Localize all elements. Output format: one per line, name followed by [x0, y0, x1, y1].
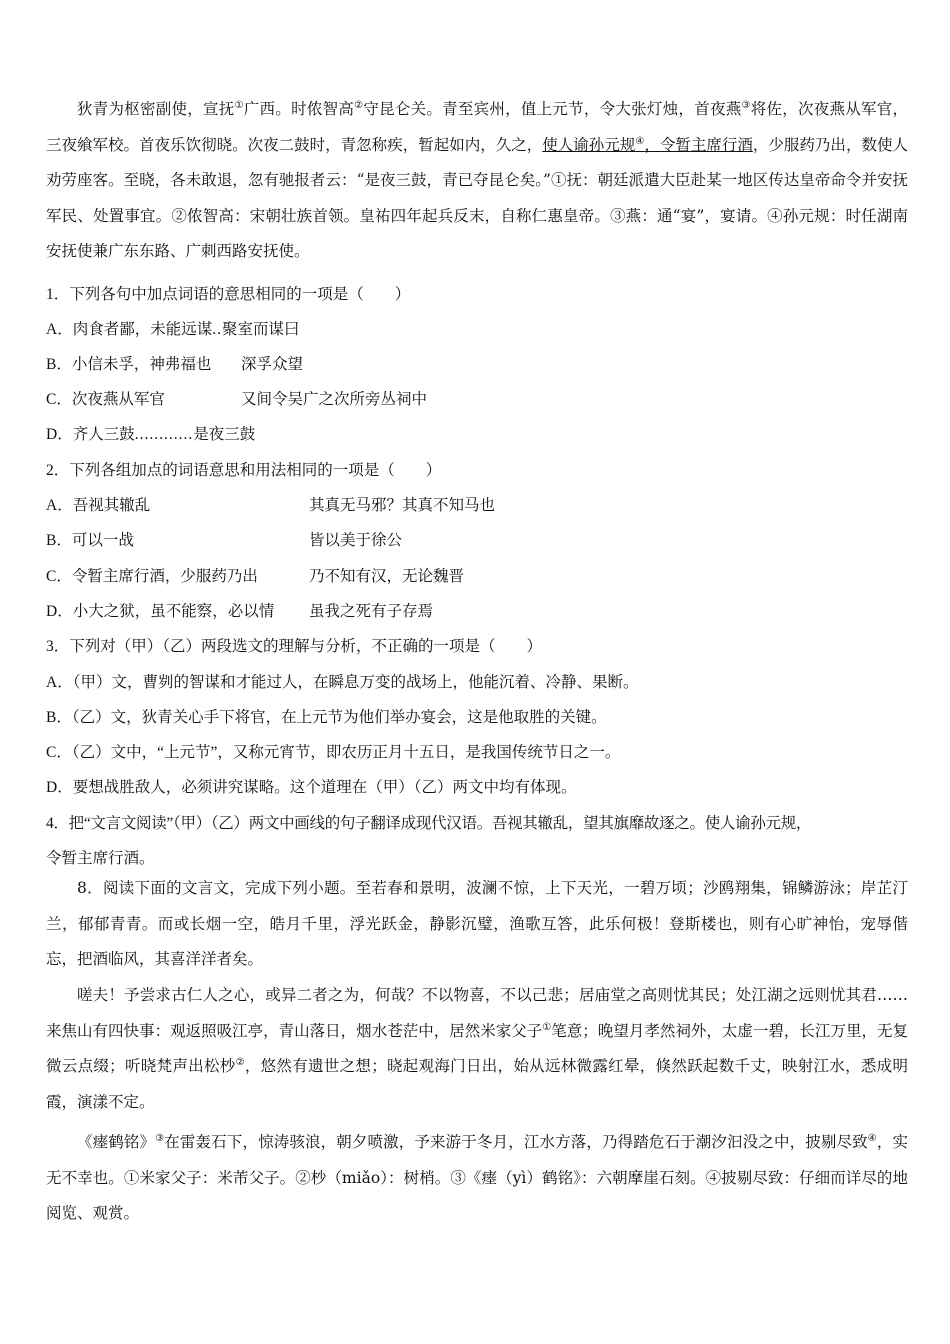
underlined-sentence: [542, 136, 753, 154]
passage-yi: [46, 92, 908, 270]
q3-option-d: D．要想战胜敌人，必须讲究谋略。这个道理在（甲）（乙）两文中均有体现。: [46, 779, 577, 796]
footnote-marker: ③: [741, 99, 751, 111]
q8-passage-3: [46, 1125, 908, 1232]
q3-stem: 3．下列对（甲）（乙）两段选文的理解与分析，不正确的一项是（ ）: [46, 638, 543, 655]
passage-text: 将佐，次夜燕从军官，三夜飨军校。首夜乐饮彻晓。次夜二鼓时，青忽称疾，暂起如内，久之，: [46, 100, 909, 154]
option-left: B．可以一战: [46, 532, 134, 549]
option-left: B．小信未孚，神弗福也: [46, 356, 212, 373]
option-left: D．小大之狱，虽不能察，必以情: [46, 603, 275, 620]
option-right: 其真无马邪？其真不知马也: [309, 497, 496, 514]
passage-text: ，实无不幸也。①米家父子：米芾父子。②杪（miǎo）：树梢。③《瘗（yì）鹤铭》：六朝摩崖石刻。④披剔尽致：仔细而详尽的地阅览、观赏。: [46, 1133, 908, 1222]
footnote-marker: ④: [635, 135, 645, 147]
option-right: 又间令吴广之次所旁丛祠中: [241, 391, 428, 408]
emphasis-dots: ............: [134, 426, 194, 443]
option-right: 聚室而谋曰: [221, 321, 300, 338]
q4-line-1: 4．把“文言文阅读”（甲）（乙）两文中画线的句子翻译成现代汉语。吾视其辙乱，望其旗靡故逐之。使人谕孙元规，: [46, 815, 812, 832]
passage-text: ，悠然有遗世之想；晓起观海门日出，始从远林微露红晕，倏然跃起数千丈，映射江水，悉成明霞，演漾不定。: [46, 1057, 908, 1111]
q4-line-2: 令暂主席行酒。: [46, 850, 155, 867]
footnote-marker: ①: [542, 1021, 552, 1033]
q3-option-a: A．（甲）文，曹刿的智谋和才能过人，在瞬息万变的战场上，他能沉着、冷静、果断。: [46, 674, 639, 691]
q3-option-c: C．（乙）文中，“上元节”，又称元宵节，即农历正月十五日，是我国传统节日之一。: [46, 744, 621, 761]
option-right: 乃不知有汉，无论魏晋: [309, 568, 465, 585]
q2-option-a: [46, 496, 916, 516]
q1-option-b: [46, 355, 916, 375]
option-right: 虽我之死有子存焉: [309, 603, 434, 620]
passage-text: 狄青为枢密副使，宣抚: [77, 100, 235, 118]
q1-option-d: [46, 425, 916, 445]
q8-passage-1: [46, 871, 908, 978]
emphasis-dots: ..: [212, 321, 222, 338]
option-right: 深孚众望: [241, 356, 304, 373]
q1-option-c: [46, 390, 916, 410]
passage-text: 在雷轰石下，惊涛骇浪，朝夕喷激，予来游于冬月，江水方落，乃得踏危石于潮汐汩没之中，披剔尽致: [164, 1133, 868, 1151]
passage-text: 8．阅读下面的文言文，完成下列小题。至若春和景明，波澜不惊，上下天光，一碧万顷；沙鸥翔集，锦鳞游泳；岸芷汀兰，郁郁青青。而或长烟一空，皓月千里，浮光跃金，静影沉璧，渔歌互答，此乐何极！登斯楼也，则有心旷神怡，宠辱偕忘，把酒临风，其喜洋洋者矣。: [46, 879, 908, 968]
q2-option-c: [46, 567, 916, 587]
passage-text: 嗟夫！予尝求古仁人之心，或异二者之为，何哉？不以物喜，不以己悲；居庙堂之高则忧其民；处江湖之远则忧其君……来焦山有四快事：观返照吸江亭，青山落日，烟水苍茫中，居然米家父子: [46, 986, 908, 1040]
q2-option-b: [46, 531, 916, 551]
option-left: A．吾视其辙乱: [46, 497, 151, 514]
passage-text: 笔意；晚望月孝然祠外，太虚一碧，长江万里，无复微云点缀；听晓梵声出松杪: [46, 1021, 908, 1075]
q1-option-a: [46, 320, 916, 340]
passage-text: ，少服药乃出，数使人劝劳座客。至晓，各未敢退，忽有驰报者云：“是夜三鼓，青已夺昆仑矣。”①抚：朝廷派遣大臣赴某一地区传达皇帝命令并安抚军民、处置事宜。②侬智高：宋朝壮族首领。皇祐四年起兵反末，自称仁惠皇帝。③燕：通“宴”，宴请。④孙元规：时任湖南安抚使兼广东东路、广刺西路安抚使。: [46, 135, 908, 260]
passage-text: 守昆仑关。青至宾州，值上元节，令大张灯烛，首夜燕: [363, 100, 742, 118]
q1-stem: 1．下列各句中加点词语的意思相同的一项是（ ）: [46, 286, 411, 303]
footnote-marker: ②: [235, 1056, 245, 1068]
footnote-marker: ①: [234, 99, 244, 111]
option-left: D．齐人三鼓: [46, 426, 135, 443]
q3-option-b: B．（乙）文，狄青关心手下将官，在上元节为他们举办宴会，这是他取胜的关键。: [46, 709, 607, 726]
q2-option-d: [46, 602, 916, 622]
passage-text: 广西。时侬智高: [243, 100, 355, 118]
q2-stem: 2．下列各组加点的词语意思和用法相同的一项是（ ）: [46, 462, 442, 479]
option-right: 是夜三鼓: [193, 426, 256, 443]
footnote-marker: ③: [155, 1132, 165, 1144]
option-right: 皆以美于徐公: [309, 532, 403, 549]
q8-passage-2: [46, 978, 908, 1120]
option-left: A．肉食者鄙，未能远谋: [46, 321, 213, 338]
underlined-text: ，令暂主席行酒: [644, 135, 753, 154]
option-left: C．次夜燕从军官: [46, 391, 165, 408]
option-left: C．令暂主席行酒，少服药乃出: [46, 568, 258, 585]
footnote-marker: ④: [867, 1132, 877, 1144]
footnote-marker: ②: [354, 99, 364, 111]
passage-text: 《瘗鹤铭》: [77, 1133, 156, 1151]
underlined-text: 使人谕孙元规: [542, 135, 636, 154]
